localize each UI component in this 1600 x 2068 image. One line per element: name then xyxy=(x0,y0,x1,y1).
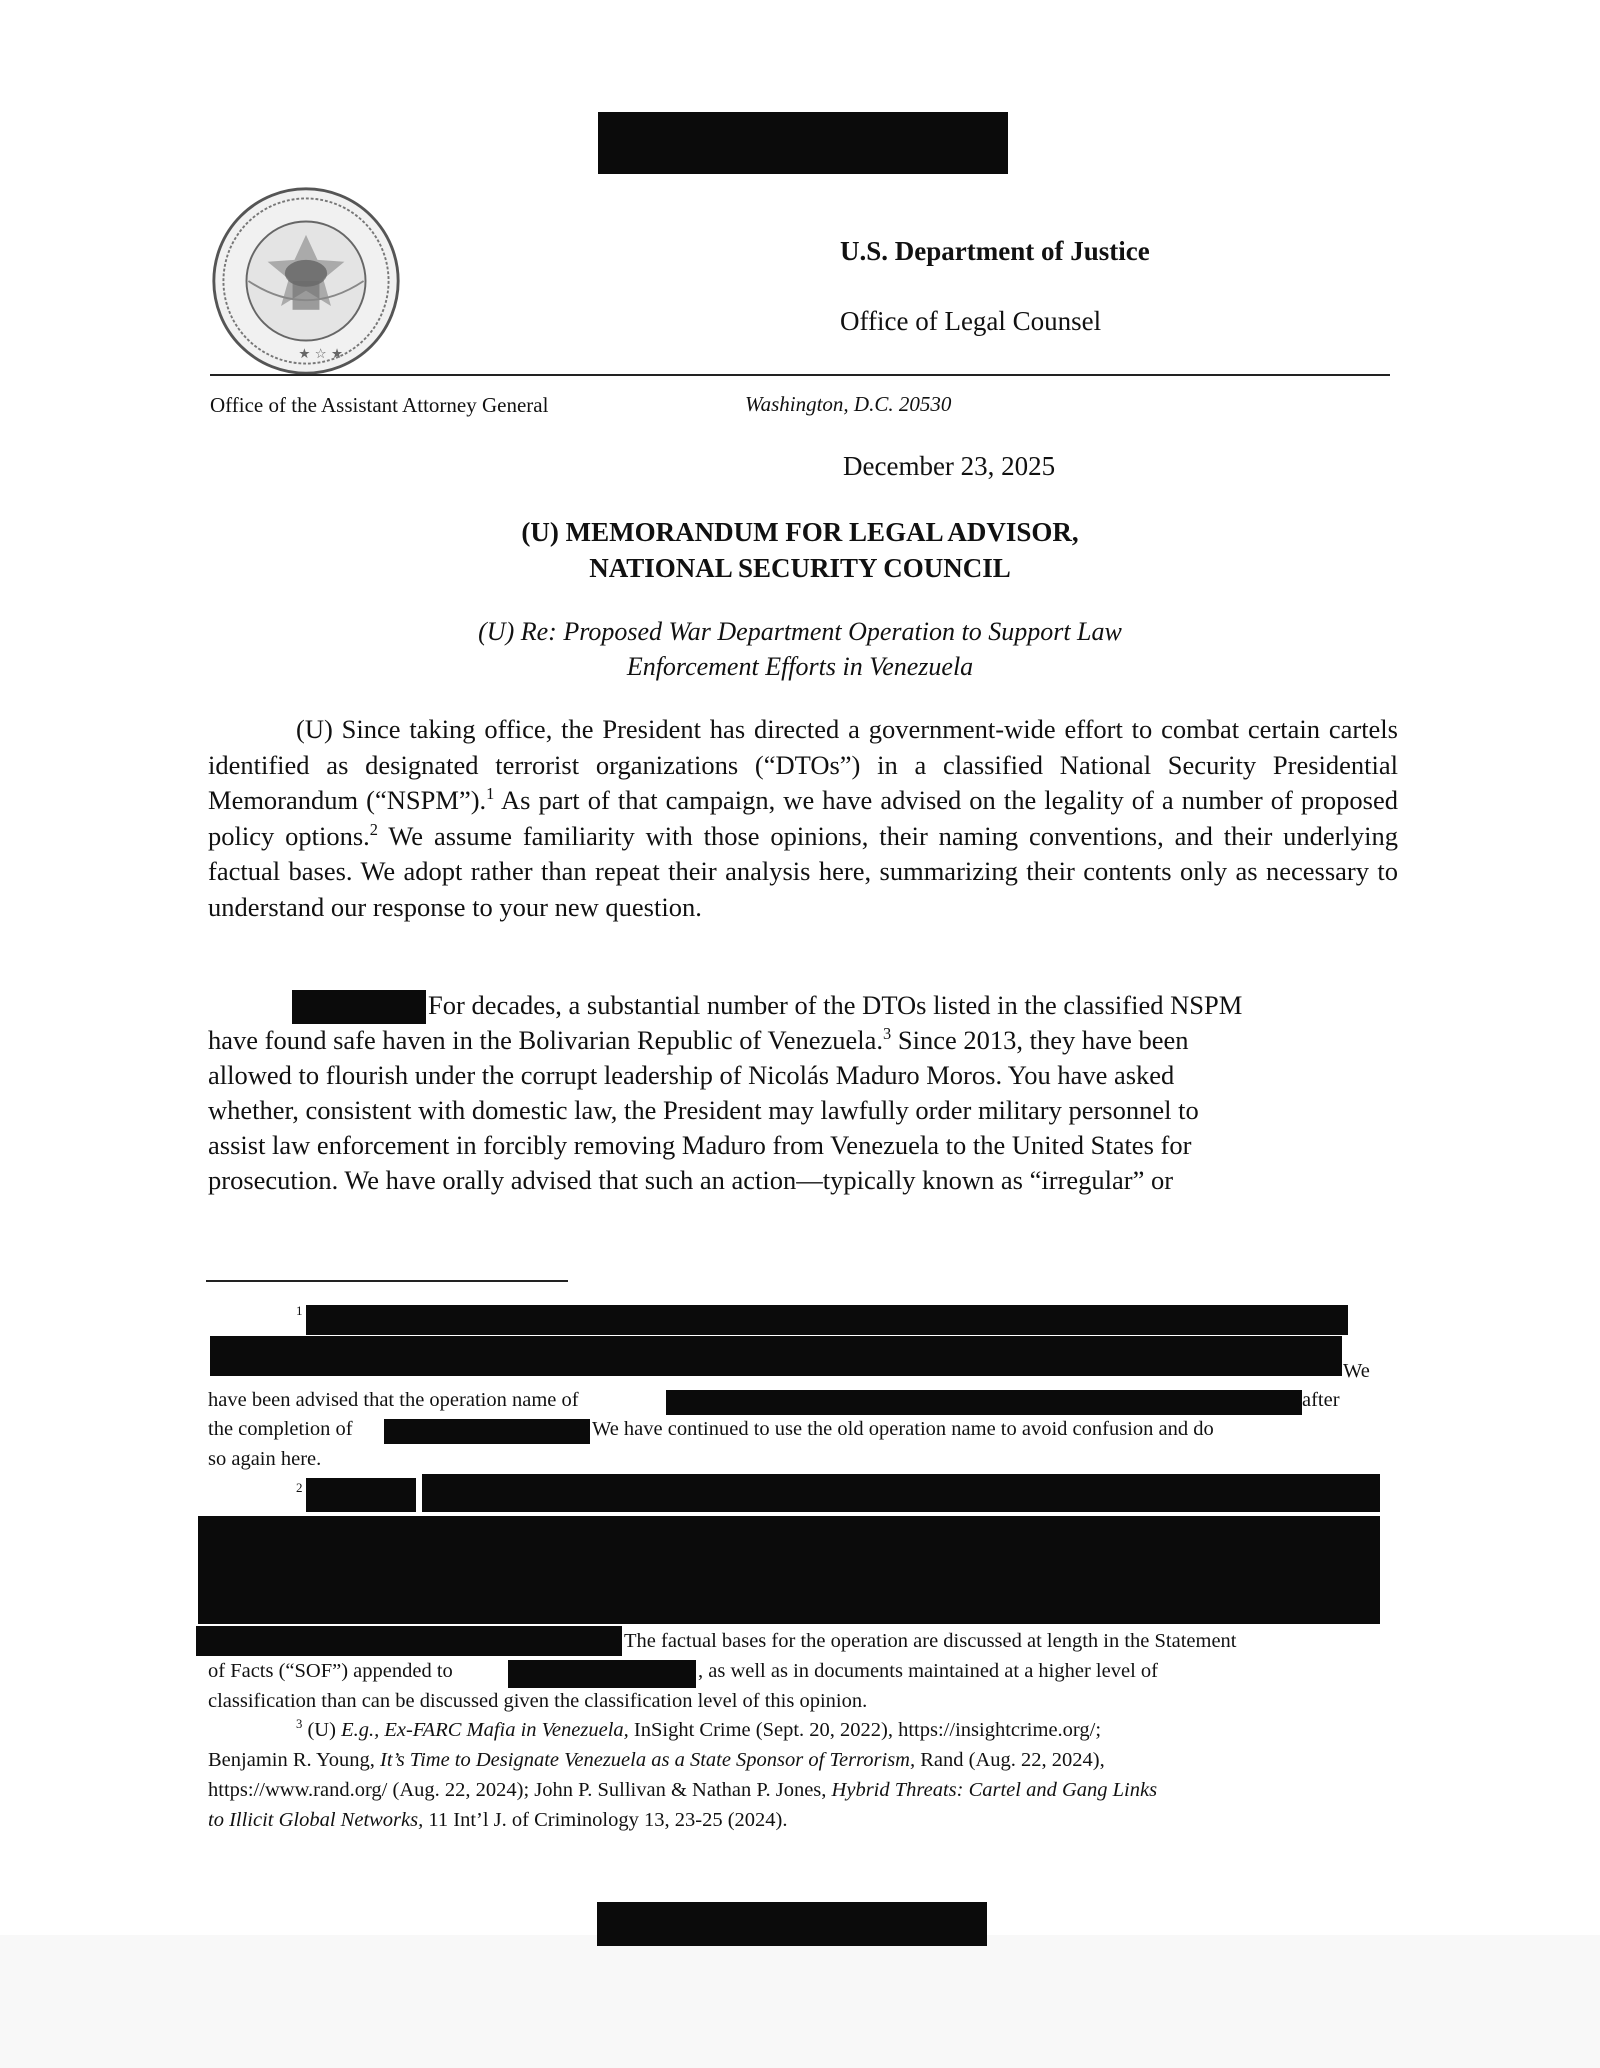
footnote-1-marker: 1 xyxy=(296,1303,303,1318)
footnote-2-line-3: classification than can be discussed given the classification level of this opinion. xyxy=(208,1690,868,1712)
footnote-ref-3: 3 xyxy=(883,1024,892,1044)
redaction-footer-classification xyxy=(597,1902,987,1946)
redaction-footnote-2-b xyxy=(422,1474,1380,1512)
redaction-footnote-2-c xyxy=(198,1516,1380,1624)
footnote-3-line-2b: It’s Time to Designate Venezuela as a State Sponsor of Terrorism, xyxy=(380,1749,916,1771)
paragraph-2-line-4: whether, consistent with domestic law, the President may lawfully order military personnel to xyxy=(208,1095,1199,1125)
footnote-2-line-2b: , as well as in documents maintained at a higher level of xyxy=(698,1660,1158,1682)
paragraph-1-text-a: (U) Since taking office, the President has directed a government-wide effort to combat certain cartels identified as designated terrorist organizations (“DTOs”) in a classified National Security Presidential Memorandum (“NSPM”). xyxy=(208,714,1398,815)
paragraph-1 xyxy=(208,712,1398,925)
footnote-2-line-2a: of Facts (“SOF”) appended to xyxy=(208,1660,453,1682)
paragraph-2-line-2 xyxy=(208,1025,1189,1056)
footnote-3-line-2 xyxy=(208,1749,1105,1772)
svg-text:★ ☆ ★: ★ ☆ ★ xyxy=(298,346,344,362)
footnote-3-line-1b: E.g., Ex-FARC Mafia in Venezuela, xyxy=(341,1719,629,1741)
paragraph-2-line-2a: have found safe haven in the Bolivarian Republic of Venezuela. xyxy=(208,1025,884,1055)
paragraph-2-line-5: assist law enforcement in forcibly removing Maduro from Venezuela to the United States for xyxy=(208,1130,1192,1160)
footnote-3-line-1a: (U) xyxy=(302,1719,342,1741)
office-name: Office of Legal Counsel xyxy=(840,306,1102,336)
doj-seal-icon xyxy=(210,185,402,377)
footnote-3-line-2a: Benjamin R. Young, xyxy=(208,1749,380,1771)
footnote-1-line-4: so again here. xyxy=(208,1448,322,1470)
paragraph-1-text-c: We assume familiarity with those opinions, their naming conventions, and their underlying factual bases. We adopt rather than repeat their analysis here, summarizing their contents only as necessary to understand our response to your new question. xyxy=(208,820,1398,922)
paragraph-2-line-6: prosecution. We have orally advised that such an action—typically known as “irregular” or xyxy=(208,1165,1174,1195)
redaction-footnote-2-a xyxy=(306,1478,416,1512)
footnote-3-line-2c: Rand (Aug. 22, 2024), xyxy=(915,1749,1105,1771)
redaction-footnote-1-c xyxy=(666,1390,1302,1415)
footnote-ref-2: 2 xyxy=(369,819,379,839)
footnote-2-line-1: The factual bases for the operation are discussed at length in the Statement xyxy=(624,1630,1237,1652)
redaction-footnote-2-d xyxy=(196,1626,622,1656)
redaction-footnote-1-d xyxy=(384,1419,590,1444)
footnote-3-marker: 3 xyxy=(296,1717,303,1732)
footnote-ref-1: 1 xyxy=(486,784,495,804)
footnote-3-line-1c: InSight Crime (Sept. 20, 2022), https://insightcrime.org/; xyxy=(628,1719,1102,1741)
footnote-3-line-3 xyxy=(208,1779,1157,1802)
footnote-1-line-3a: the completion of xyxy=(208,1418,353,1440)
sender-office: Office of the Assistant Attorney General xyxy=(210,393,549,417)
memo-title-line2: NATIONAL SECURITY COUNCIL xyxy=(589,553,1011,583)
memo-subject-line2: Enforcement Efforts in Venezuela xyxy=(626,652,974,681)
memo-date: December 23, 2025 xyxy=(843,451,1056,481)
footnote-2-marker: 2 xyxy=(296,1480,303,1495)
page-bottom-margin xyxy=(0,1935,1600,2068)
memo-subject-line1: (U) Re: Proposed War Department Operation to Support Law xyxy=(478,617,1122,646)
redaction-header-classification xyxy=(598,112,1008,174)
redaction-footnote-1-a xyxy=(306,1305,1348,1335)
footnote-divider xyxy=(206,1280,568,1282)
sender-address: Washington, D.C. 20530 xyxy=(745,392,952,416)
paragraph-2-line-3: allowed to flourish under the corrupt leadership of Nicolás Maduro Moros. You have asked xyxy=(208,1060,1175,1090)
redaction-paragraph-2-marking xyxy=(292,990,426,1024)
paragraph-2-line-2b: Since 2013, they have been xyxy=(891,1025,1189,1055)
paragraph-2-line-1: For decades, a substantial number of the DTOs listed in the classified NSPM xyxy=(428,990,1243,1020)
footnote-3-line-4a-text: to Illicit Global Networks, xyxy=(208,1809,424,1831)
footnote-1-we: We xyxy=(1343,1360,1370,1382)
footnote-3-line-4 xyxy=(208,1809,787,1832)
agency-name: U.S. Department of Justice xyxy=(840,236,1150,266)
footnote-1-line-3b: We have continued to use the old operation name to avoid confusion and do xyxy=(592,1418,1214,1440)
memo-title-line1: (U) MEMORANDUM FOR LEGAL ADVISOR, xyxy=(521,517,1079,547)
footnote-3 xyxy=(296,1719,1101,1742)
redaction-footnote-1-b xyxy=(210,1336,1342,1376)
paragraph-1-text-b: As part of that campaign, we have advised on the legality of a number of proposed policy options. xyxy=(208,785,1398,851)
footnote-1-line-2b: after xyxy=(1302,1389,1340,1411)
footnote-3-line-4b: 11 Int’l J. of Criminology 13, 23-25 (2024). xyxy=(423,1809,788,1831)
footnote-3-line-3b: Hybrid Threats: Cartel and Gang Links xyxy=(831,1779,1158,1801)
footnote-1-line-2a: have been advised that the operation name of xyxy=(208,1389,579,1411)
footnote-3-line-3a: https://www.rand.org/ (Aug. 22, 2024); John P. Sullivan & Nathan P. Jones, xyxy=(208,1779,832,1801)
letterhead-divider xyxy=(210,374,1390,376)
redaction-footnote-2-e xyxy=(508,1660,696,1688)
